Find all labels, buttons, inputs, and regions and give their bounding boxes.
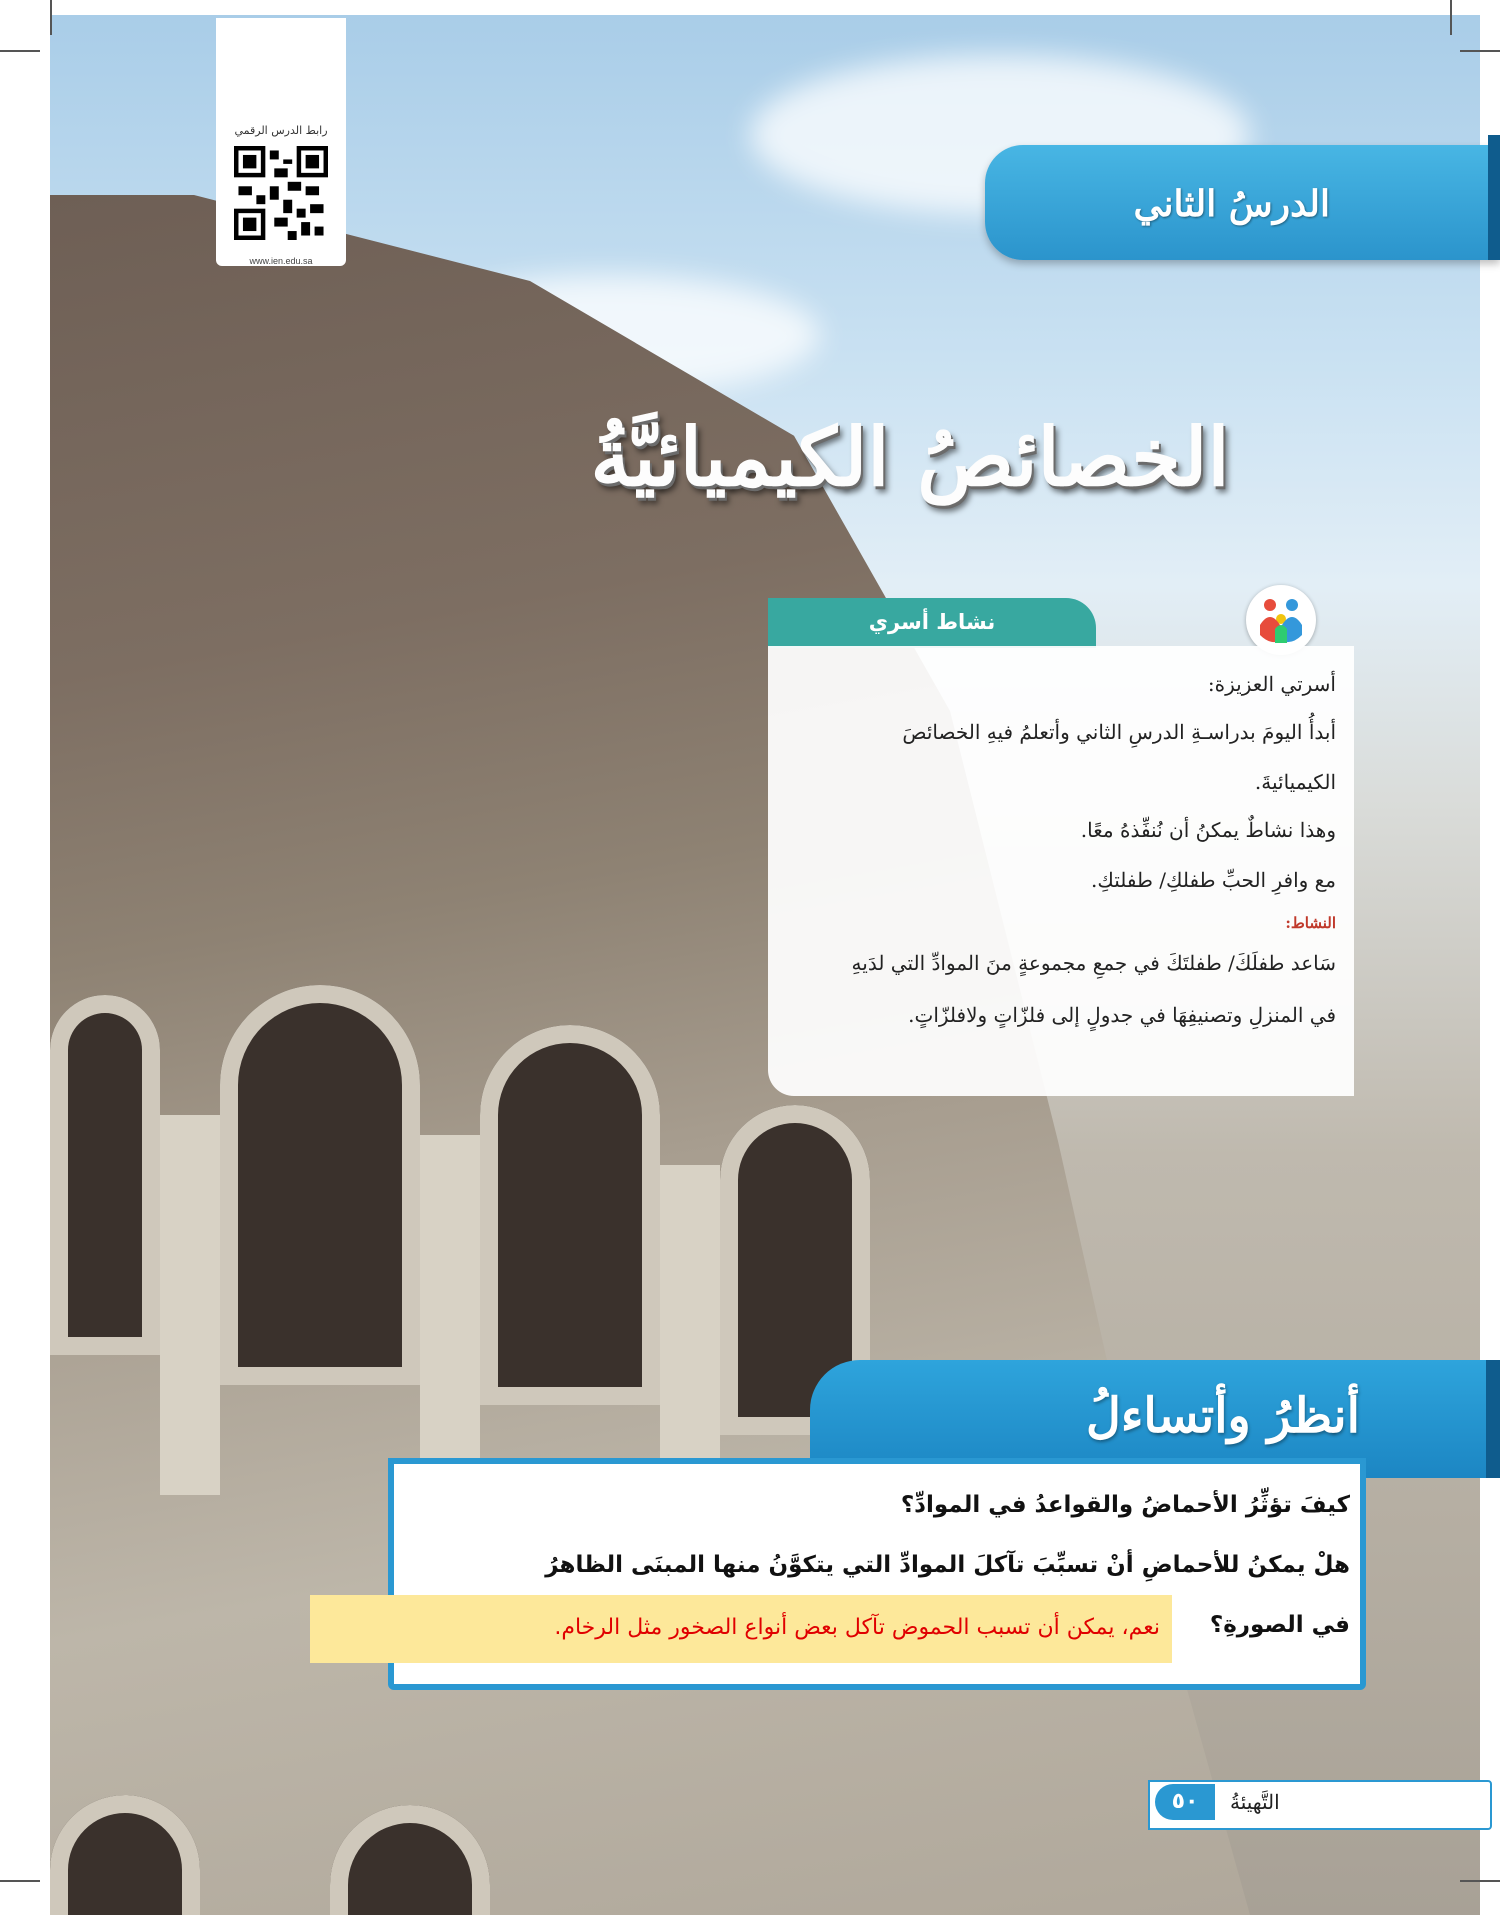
qr-url[interactable]: www.ien.edu.sa [249,256,313,266]
family-text-line: مع وافرِ الحبِّ طفلكِ/ طفلتكِ. [1091,868,1336,892]
qr-card [216,18,346,266]
colosseum-arch [220,985,420,1385]
family-activity-tab-label: نشاط أسري [868,610,996,634]
answer-highlight [310,1595,1172,1663]
footer-section: التَّهيئةُ [1230,1790,1280,1814]
family-text-line: وهذا نشاطٌ يمكنُ أن نُنفِّذهُ معًا. [1080,818,1336,842]
qr-label: رابط الدرس الرقمي [234,124,328,137]
family-text-line: الكيميائيةَ. [1254,770,1336,794]
lesson-tab-edge [1488,135,1500,260]
qr-code-icon[interactable] [234,146,328,240]
family-greeting: أسرتي العزيزة: [1207,672,1336,696]
page-title: الخصائصُ الكيميائيَّةُ [590,410,1230,504]
look-ask-title: أنظرُ وأتساءلُ [1085,1388,1360,1444]
crop-mark [0,50,40,52]
question-2-line-2: في الصورةِ؟ [1209,1612,1350,1638]
family-text-line: أبدأُ اليومَ بدراسـةِ الدرسِ الثاني وأتعلمُ فيهِ الخصائصَ [902,720,1336,744]
answer-text: نعم، يمكن أن تسبب الحموض تآكل بعض أنواع الصخور مثل الرخام. [554,1615,1160,1640]
lesson-banner [985,145,1500,260]
family-icon [1246,585,1316,655]
crop-mark [0,1880,40,1882]
question-1: كيفَ تؤثِّرُ الأحماضُ والقواعدُ في الموادِّ؟ [900,1492,1350,1518]
look-ask-tab-edge [1486,1360,1500,1478]
activity-label: النشاط: [1285,914,1336,932]
crop-mark [1460,1880,1500,1882]
colosseum-arch [480,1025,660,1405]
colosseum-arch [50,995,160,1355]
crop-mark [1460,50,1500,52]
activity-text-line: في المنزلِ وتصنيفِهَا في جدولٍ إلى فلزّاتٍ ولافلزّاتٍ. [908,1003,1336,1027]
lesson-label: الدرسُ الثاني [1133,183,1330,225]
crop-mark [50,0,52,35]
colosseum-pillar [160,1115,220,1495]
question-2-line-1: هلْ يمكنُ للأحماضِ أنْ تسبِّبَ تآكلَ الموادِّ التي يتكوَّنُ منها المبنَى الظاهرُ [545,1552,1350,1578]
family-activity-tab [768,598,1096,648]
family-activity-box [768,646,1354,1096]
page-number: ٥٠ [1155,1784,1215,1820]
activity-text-line: سَاعد طفلَكَ/ طفلتَكَ في جمعِ مجموعةٍ منَ الموادِّ التي لدَيهِ [851,951,1336,975]
crop-mark [1450,0,1452,35]
